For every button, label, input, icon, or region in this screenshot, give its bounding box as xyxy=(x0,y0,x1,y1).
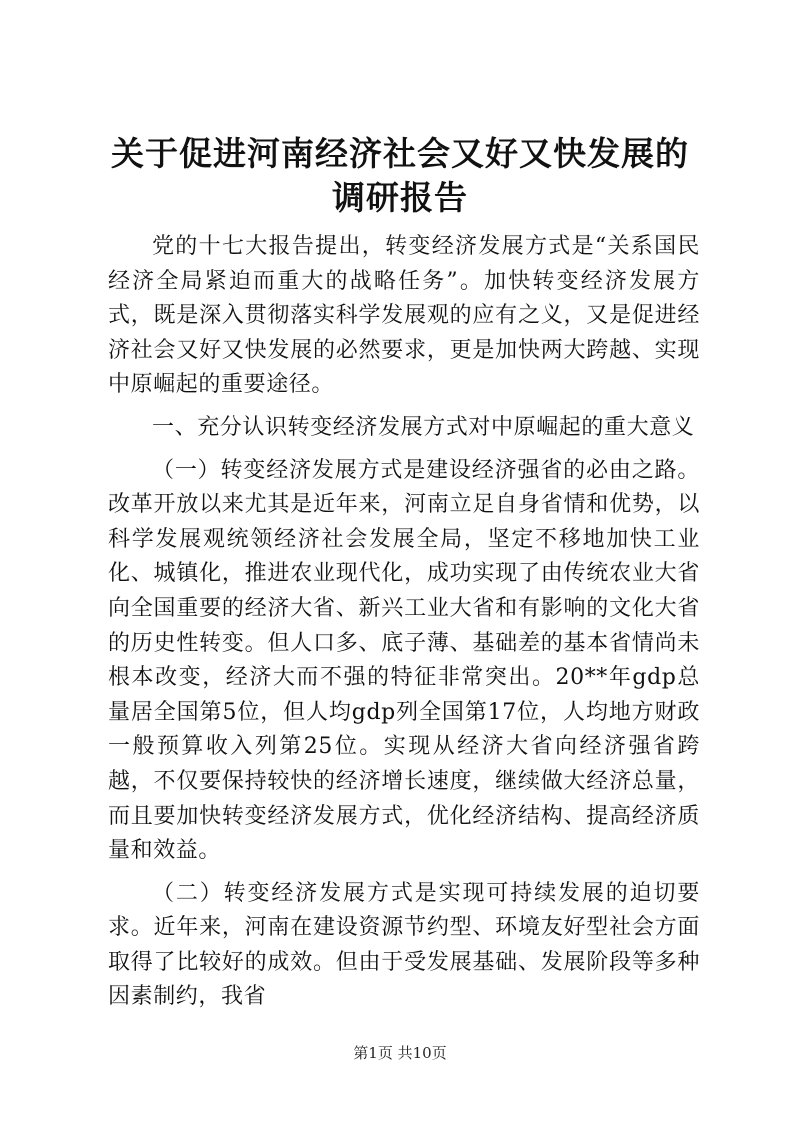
paragraph-point-1: （一）转变经济发展方式是建设经济强省的必由之路。改革开放以来尤其是近年来，河南立足自身省情和优势，以科学发展观统领经济社会发展全局，坚定不移地加快工业化、城镇化，推进农业现代化，成功实现了由传统农业大省向全国重要的经济大省、新兴工业大省和有影响的文化大省的历史性转变。但人口多、底子薄、基础差的基本省情尚未根本改变，经济大而不强的特征非常突出。20**年gdp总量居全国第5位，但人均gdp列全国第17位，人均地方财政一般预算收入列第25位。实现从经济大省向经济强省跨越，不仅要保持较快的经济增长速度，继续做大经济总量，而且要加快转变经济发展方式，优化经济结构、提高经济质量和效益。 xyxy=(108,457,700,864)
document-title: 关于促进河南经济社会又好又快发展的调研报告 xyxy=(111,134,689,217)
paragraph-intro: 党的十七大报告提出，转变经济发展方式是“关系国民经济全局紧迫而重大的战略任务”。加快转变经济发展方式，既是深入贯彻落实科学发展观的应有之义，又是促进经济社会又好又快发展的必然要求，更是加快两大跨越、实现中原崛起的重要途径。 xyxy=(108,234,700,398)
document-body xyxy=(108,230,700,1015)
section-heading: 一、充分认识转变经济发展方式对中原崛起的重大意义 xyxy=(152,414,695,440)
paragraph-point-2: （二）转变经济发展方式是实现可持续发展的迫切要求。近年来，河南在建设资源节约型、环境友好型社会方面取得了比较好的成效。但由于受发展基础、发展阶段等多种因素制约，我省 xyxy=(108,880,700,1010)
page-footer: 第1页 共10页 xyxy=(353,1044,447,1062)
